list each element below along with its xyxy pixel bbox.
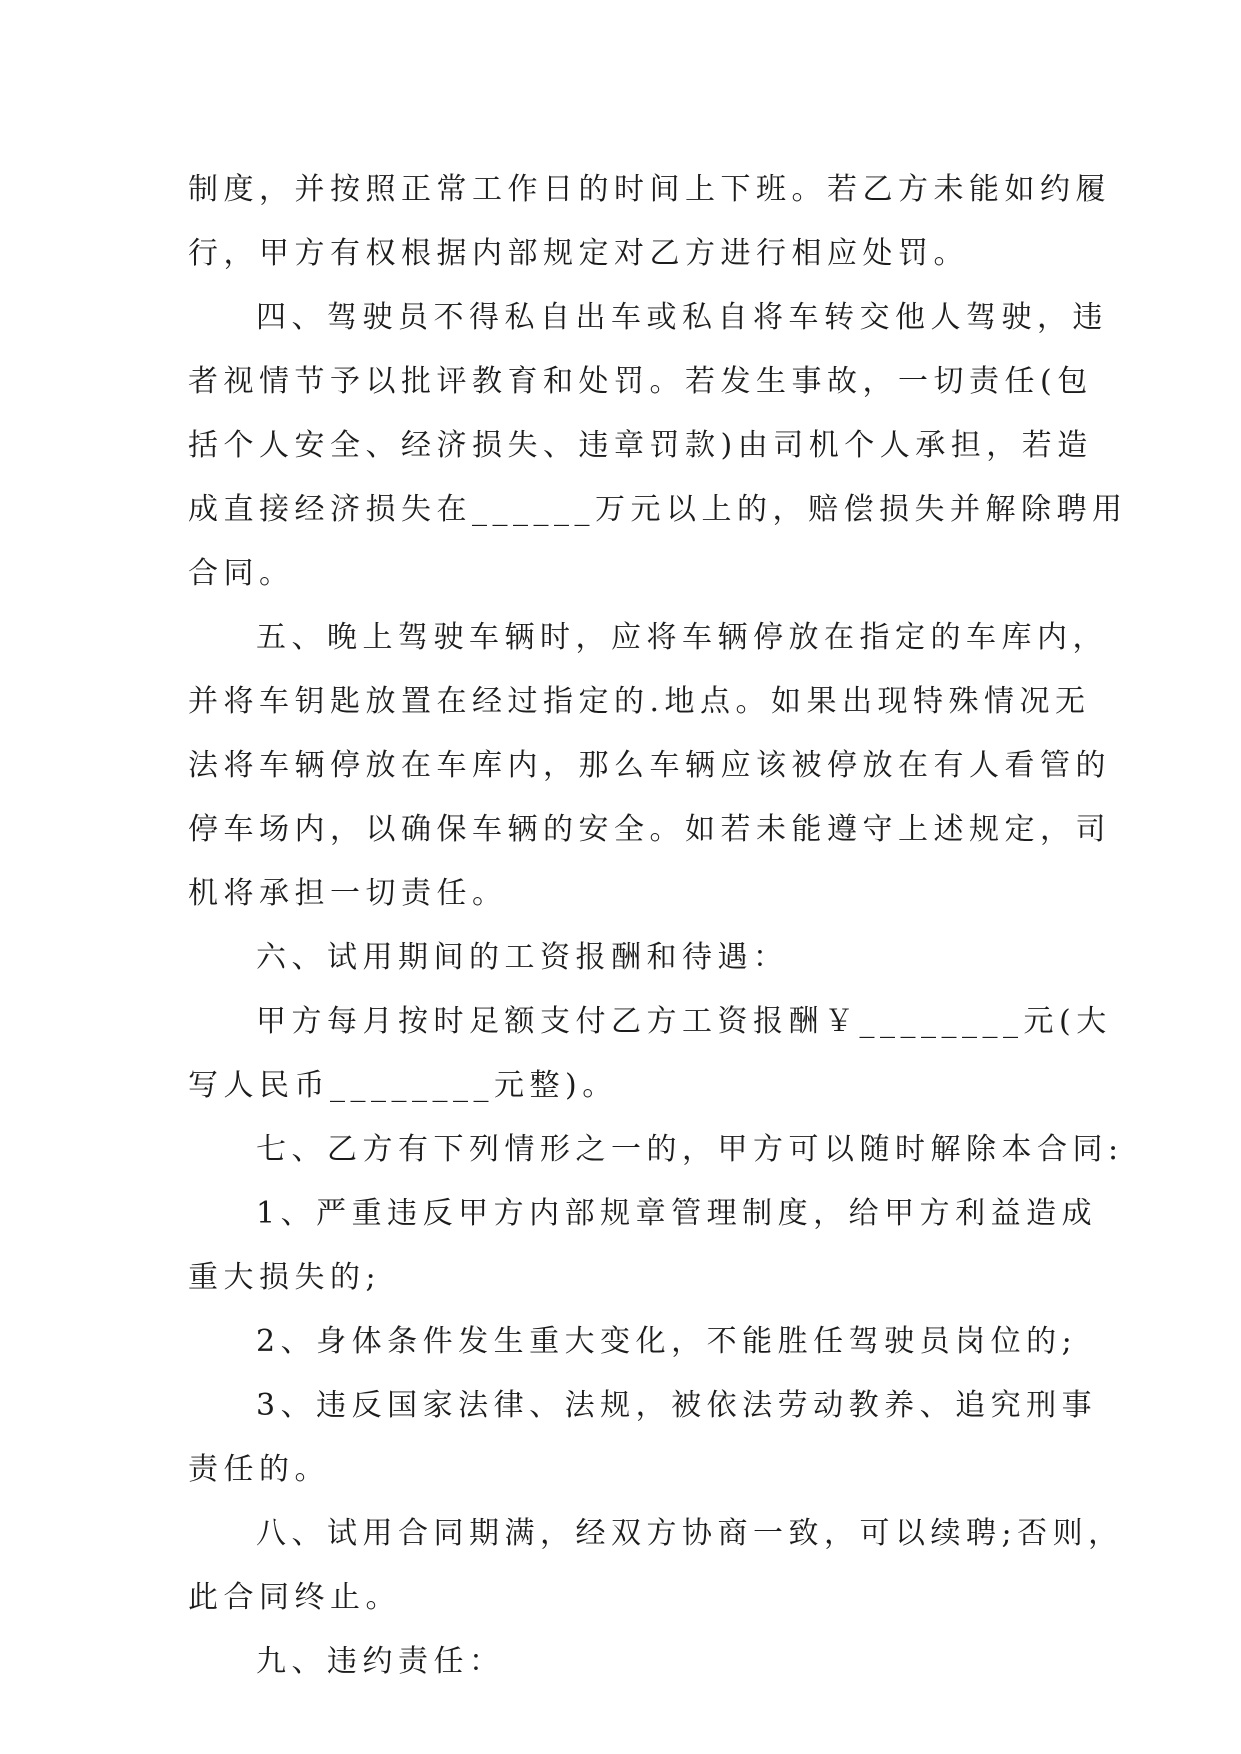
clause-9-heading: 九、违约责任： xyxy=(256,1644,505,1679)
clause-8-start: 八、试用合同期满，经双方协商一致，可以续聘;否则， xyxy=(256,1516,1124,1551)
clause-7-item-1: 1、严重违反甲方内部规章管理制度，给甲方利益造成 xyxy=(256,1196,1098,1231)
text-line: 重大损失的; xyxy=(188,1260,382,1295)
text-line: 并将车钥匙放置在经过指定的.地点。如果出现特殊情况无 xyxy=(188,684,1091,719)
clause-7-item-3: 3、违反国家法律、法规，被依法劳动教养、追究刑事 xyxy=(256,1388,1098,1423)
clause-5-start: 五、晚上驾驶车辆时，应将车辆停放在指定的车库内， xyxy=(256,620,1108,655)
text-line: 机将承担一切责任。 xyxy=(188,876,508,911)
text-line: 法将车辆停放在车库内，那么车辆应该被停放在有人看管的 xyxy=(188,748,1111,783)
text-line: 此合同终止。 xyxy=(188,1580,401,1615)
text-line: 者视情节予以批评教育和处罚。若发生事故，一切责任(包 xyxy=(188,364,1093,399)
text-line: 停车场内，以确保车辆的安全。如若未能遵守上述规定，司 xyxy=(188,812,1111,847)
document-body xyxy=(188,158,1128,1694)
text-line: 责任的。 xyxy=(188,1452,330,1487)
text-line: 写人民币________元整)。 xyxy=(188,1068,618,1103)
clause-7-item-2: 2、身体条件发生重大变化，不能胜任驾驶员岗位的; xyxy=(256,1324,1078,1359)
text-line: 制度，并按照正常工作日的时间上下班。若乙方未能如约履 xyxy=(188,172,1111,207)
clause-6-heading: 六、试用期间的工资报酬和待遇： xyxy=(256,940,789,975)
text-line: 行，甲方有权根据内部规定对乙方进行相应处罚。 xyxy=(188,236,969,271)
text-line: 成直接经济损失在______万元以上的，赔偿损失并解除聘用 xyxy=(188,492,1128,527)
clause-7-heading: 七、乙方有下列情形之一的，甲方可以随时解除本合同: xyxy=(256,1132,1124,1167)
text-line: 括个人安全、经济损失、违章罚款)由司机个人承担，若造 xyxy=(188,428,1093,463)
text-line: 合同。 xyxy=(188,556,295,591)
clause-4-start: 四、驾驶员不得私自出车或私自将车转交他人驾驶，违 xyxy=(256,300,1108,335)
salary-paragraph-start: 甲方每月按时足额支付乙方工资报酬￥________元(大 xyxy=(256,1004,1112,1039)
